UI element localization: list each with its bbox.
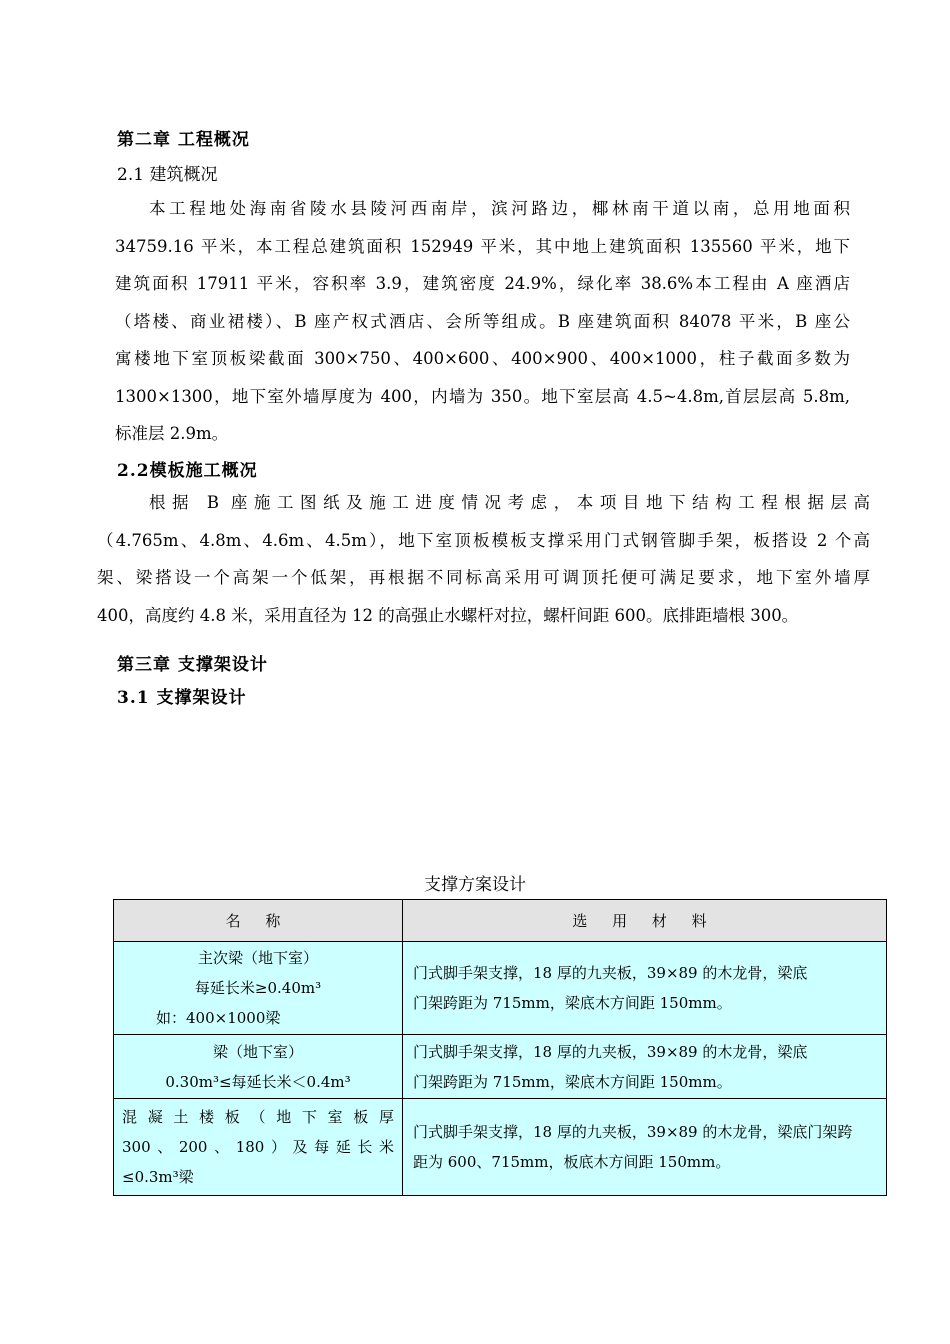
paragraph-building-overview: [115, 190, 850, 453]
cell-text: 门式脚手架支撑，18 厚的九夹板，39×89 的木龙骨，梁底: [413, 1042, 808, 1061]
paragraph-line: 建筑面积 17911 平米，容积率 3.9，建筑密度 24.9%，绿化率 38.6%本工程由 A 座酒店: [115, 274, 850, 293]
header-name: 名 称: [114, 900, 403, 942]
cell-text: 0.30m³≤每延长米＜0.4m³: [165, 1072, 351, 1091]
cell-name: [114, 1035, 403, 1099]
paragraph-line: 根据 B 座施工图纸及施工进度情况考虑，本项目地下结构工程根据层高: [149, 493, 870, 512]
cell-text: 门架跨距为 715mm，梁底木方间距 150mm。: [413, 994, 732, 1012]
section-2-1-heading: 2.1 建筑概况: [117, 165, 218, 185]
cell-text: 300、200、180）及每延长米: [122, 1138, 394, 1156]
cell-name: [114, 1099, 403, 1196]
section-3-1-heading: 3.1 支撑架设计: [117, 688, 247, 708]
cell-text: 主次梁（地下室）: [197, 949, 318, 967]
cell-material: [403, 942, 887, 1035]
table-caption: 支撑方案设计: [424, 875, 526, 895]
cell-material: [403, 1099, 887, 1196]
paragraph-line: 1300×1300，地下室外墙厚度为 400，内墙为 350。地下室层高 4.5~4.8m,首层层高 5.8m,: [115, 386, 850, 406]
paragraph-line: 本工程地处海南省陵水县陵河西南岸，滨河路边，椰林南干道以南，总用地面积: [149, 199, 850, 218]
cell-name: [114, 942, 403, 1035]
cell-text: 如：400×1000梁: [156, 1009, 281, 1027]
header-material: 选 用 材 料: [403, 900, 887, 942]
table-row: [114, 1099, 887, 1196]
paragraph-formwork-overview: [97, 484, 870, 634]
table-row: [114, 942, 887, 1035]
paragraph-line: （塔楼、商业裙楼）、B 座产权式酒店、会所等组成。B 座建筑面积 84078 平米，B 座公: [115, 311, 850, 331]
table-header-row: [114, 900, 887, 942]
cell-text: 每延长米≥0.40m³: [194, 979, 322, 997]
cell-text: 门式脚手架支撑，18 厚的九夹板，39×89 的木龙骨，梁底: [413, 964, 808, 982]
cell-text: 门式脚手架支撑，18 厚的九夹板，39×89 的木龙骨，梁底门架跨: [413, 1123, 853, 1141]
cell-text: 梁（地下室）: [212, 1042, 303, 1061]
cell-text: 距为 600、715mm，板底木方间距 150mm。: [413, 1153, 731, 1171]
cell-text: ≤0.3m³梁: [122, 1168, 194, 1186]
cell-material: [403, 1035, 887, 1099]
paragraph-line: 标准层 2.9m。: [115, 424, 229, 443]
table-row: [114, 1035, 887, 1099]
paragraph-line: 架、梁搭设一个高架一个低架，再根据不同标高采用可调顶托便可满足要求，地下室外墙厚: [97, 568, 870, 587]
cell-text: 门架跨距为 715mm，梁底木方间距 150mm。: [413, 1072, 732, 1091]
chapter-3-heading: 第三章 支撑架设计: [117, 655, 268, 675]
section-2-2-heading: 2.2模板施工概况: [117, 461, 258, 481]
paragraph-line: （4.765m、4.8m、4.6m、4.5m），地下室顶板模板支撑采用门式钢管脚手架，板搭设 2 个高: [97, 530, 870, 550]
support-scheme-table: [113, 899, 887, 1196]
paragraph-line: 34759.16 平米，本工程总建筑面积 152949 平米，其中地上建筑面积 135560 平米，地下: [115, 236, 850, 256]
chapter-2-heading: 第二章 工程概况: [117, 130, 250, 150]
paragraph-line: 寓楼地下室顶板梁截面 300×750、400×600、400×900、400×1000，柱子截面多数为: [115, 349, 850, 368]
cell-text: 混凝土楼板（地下室板厚: [122, 1108, 394, 1126]
paragraph-line: 400，高度约 4.8 米，采用直径为 12 的高强止水螺杆对拉，螺杆间距 600。底排距墙根 300。: [97, 605, 799, 625]
